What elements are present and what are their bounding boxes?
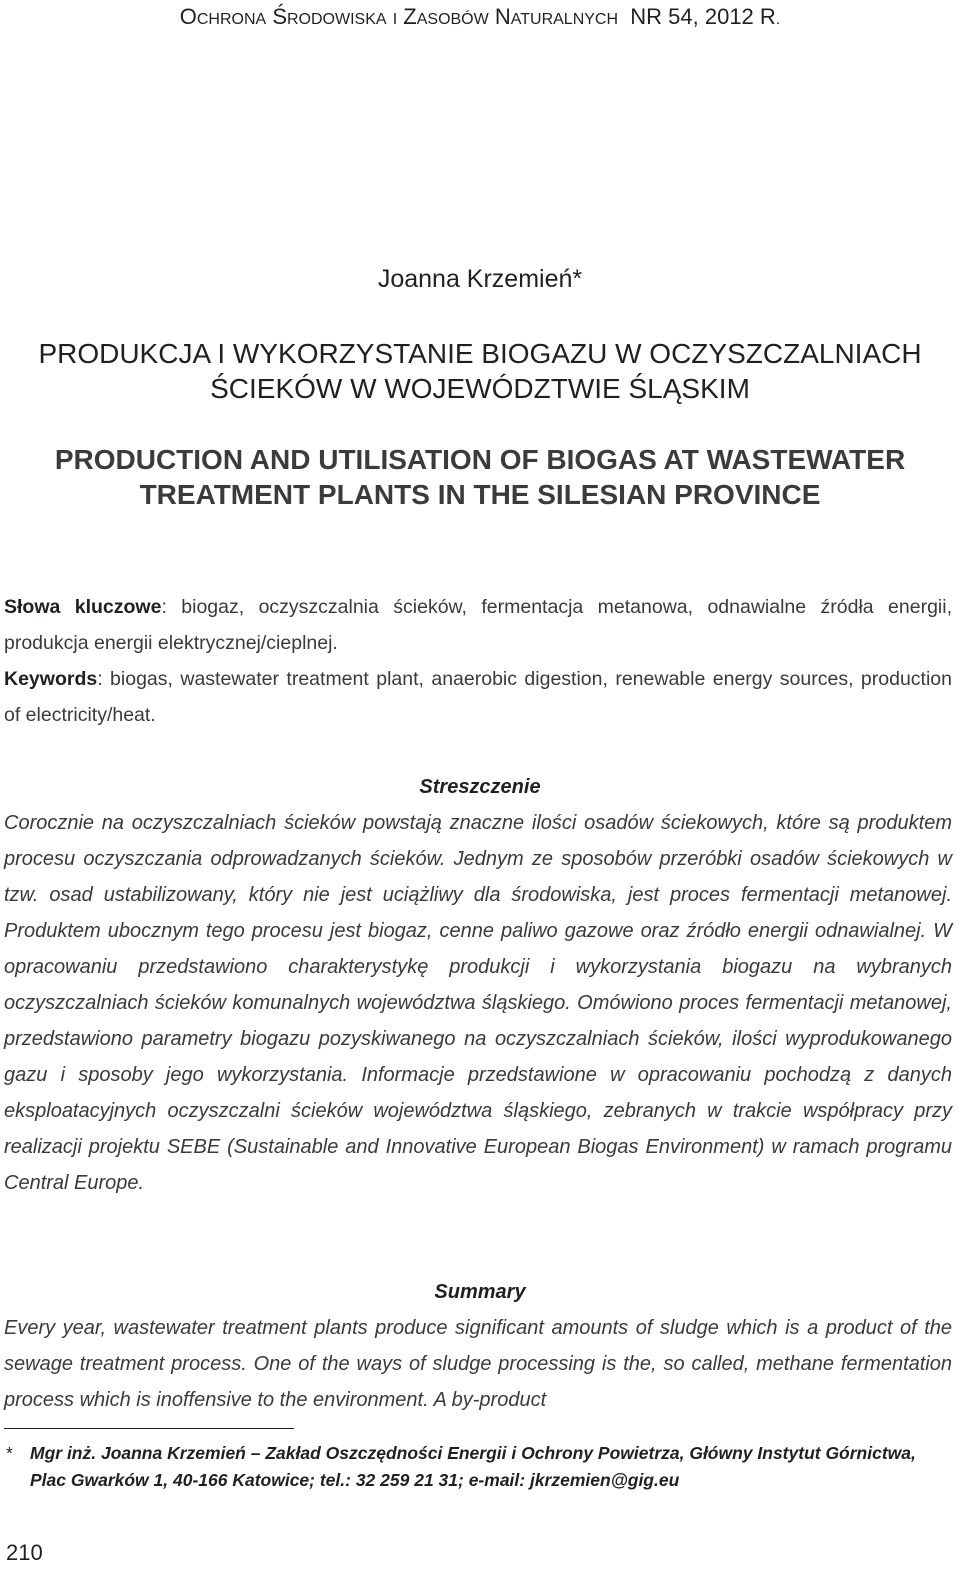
abstract-english-text: Every year, wastewater treatment plants produce significant amounts of sludge which is a product of the sewage treatment process. One of the ways of sludge processing is the, so called, methane fermentation process which is inoffensive to the environment. A by-product (4, 1317, 952, 1411)
author-footnote (4, 1440, 954, 1494)
running-head-smallcaps: CHRONA (196, 11, 267, 28)
keywords-polish-text: : biogaz, oczyszczalnia ścieków, fermentacja metanowa, odnawialne źródła energii, produkcja energii elektrycznej/cieplnej. (4, 596, 952, 654)
running-head-smallcaps: RODOWISKA (287, 11, 387, 28)
page-number: 210 (6, 1540, 43, 1565)
abstract-polish-text: Corocznie na oczyszczalniach ścieków powstają znaczne ilości osadów ściekowych, które są produktem procesu oczyszczania odprowadzanych ścieków. Jednym ze sposobów przeróbki osadów ściekowych w tzw. osad ustabilizowany, który nie jest uciążliwy dla środowiska, jest proces fermentacji metanowej. Produktem ubocznym tego procesu jest biogaz, cenne paliwo gazowe oraz źródło energii odnawialnej. W opracowaniu przedstawiono charakterystykę produkcji i wykorzystania biogazu na wybranych oczyszczalniach ścieków komunalnych województwa śląskiego. Omówiono proces fermentacji metanowej, przedstawiono parametry biogazu pozyskiwanego na oczyszczalniach ścieków, ilości wyprodukowanego gazu i sposoby jego wykorzystania. Informacje przedstawione w opracowaniu pochodzą z danych eksploatacyjnych oczyszczalni ścieków województwa śląskiego, zebranych w trakcie współpracy przy realizacji projektu SEBE (Sustainable and Innovative European Biogas Environment) w ramach programu Central Europe. (4, 812, 952, 1194)
title-english-line: TREATMENT PLANTS IN THE SILESIAN PROVINCE (139, 479, 821, 510)
footnote-divider (4, 1428, 294, 1429)
running-head-initial: R (759, 4, 776, 29)
abstract-english-heading: Summary (434, 1281, 526, 1303)
title-english-line: PRODUCTION AND UTILISATION OF BIOGAS AT WASTEWATER (54, 444, 906, 475)
running-head-initial: Ś (272, 4, 287, 29)
running-head-smallcaps: ATURALNYCH (510, 11, 619, 28)
running-head-smallcaps: ASOBÓW (416, 11, 489, 28)
author-name: Joanna Krzemień* (377, 265, 583, 293)
footnote-marker: * (6, 1443, 13, 1463)
title-polish (0, 336, 960, 406)
running-head (0, 4, 960, 33)
footnote-text: Mgr inż. Joanna Krzemień – Zakład Oszczędności Energii i Ochrony Powietrza, Główny Instytut Górnictwa, Plac Gwarków 1, 40-166 Katowice; tel.: 32 259 21 31; e-mail: jkrzemien@gig.eu (30, 1443, 916, 1490)
abstract-polish-heading: Streszczenie (419, 776, 541, 798)
keywords-english-text: : biogas, wastewater treatment plant, anaerobic digestion, renewable energy sources, production of electricity/heat. (4, 668, 952, 726)
running-head-initial: Z (403, 4, 417, 29)
running-head-issue: NR 54, 2012 (630, 4, 754, 29)
keywords-polish (4, 589, 952, 661)
keywords-english-label: Keywords (4, 668, 98, 690)
title-polish-line: ŚCIEKÓW W WOJEWÓDZTWIE ŚLĄSKIM (210, 373, 750, 404)
running-head-initial: O (179, 4, 197, 29)
keywords-english (4, 661, 952, 733)
running-head-initial: N (494, 4, 511, 29)
running-head-smallcaps: I (392, 11, 398, 28)
title-english (0, 442, 960, 512)
keywords-polish-label: Słowa kluczowe (4, 596, 162, 618)
title-polish-line: PRODUKCJA I WYKORZYSTANIE BIOGAZU W OCZYSZCZALNIACH (38, 338, 922, 369)
running-head-smallcaps: . (775, 11, 781, 28)
